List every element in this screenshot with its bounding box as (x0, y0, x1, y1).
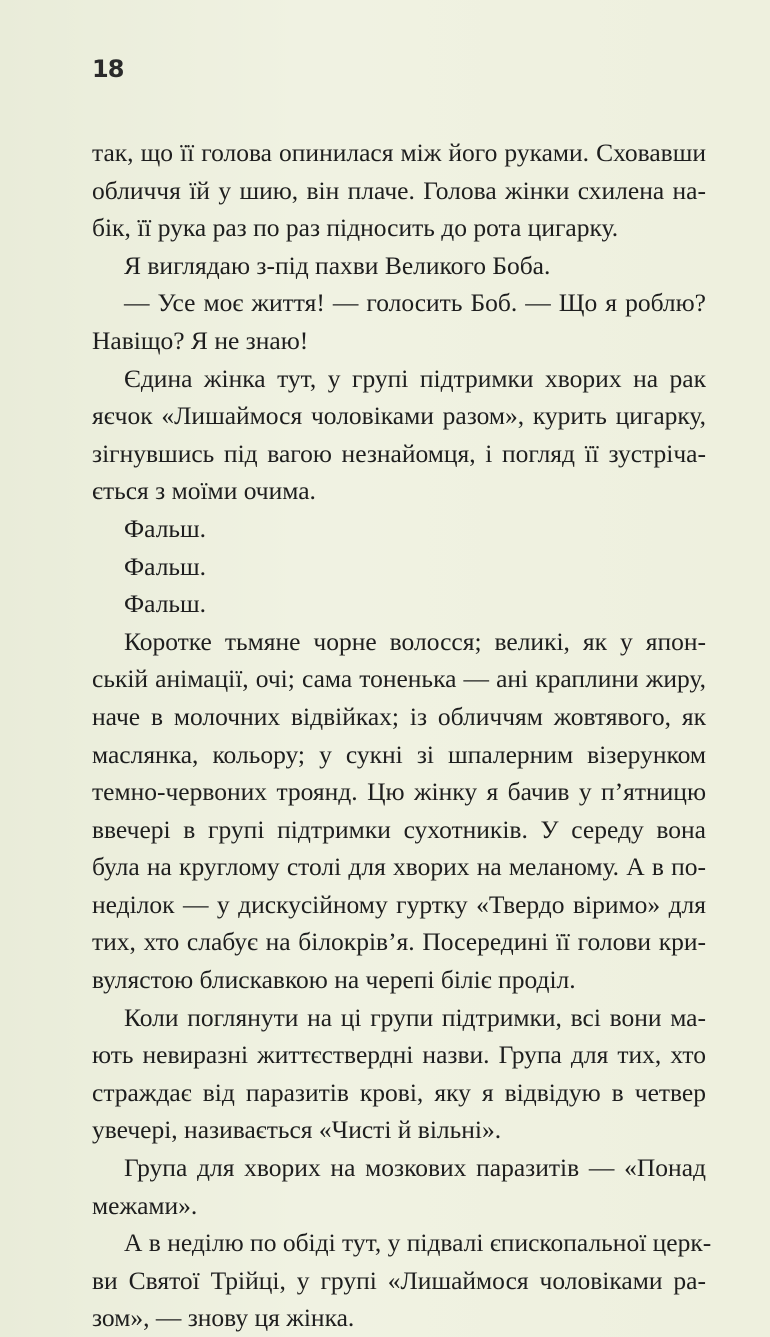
text-line: Фальш. (124, 551, 207, 581)
text-line: маслянка, кольору; у сукні зі шпалерним візерунком (92, 739, 706, 769)
text-line: обличчя їй у шию, він плаче. Голова жінки схилена на- (92, 175, 706, 205)
text-line: ється з моїми очима. (92, 476, 316, 506)
text-line: тих, хто слабує на білокрів’я. Посередині її голови кри- (92, 927, 706, 957)
text-line: зігнувшись під вагою незнайомця, і погляд її зустріча- (92, 438, 706, 468)
text-line: Фальш. (124, 589, 207, 619)
text-line: неділок — у дискусійному гуртку «Твердо віримо» для (92, 889, 706, 919)
text-line: темно-червоних троянд. Цю жінку я бачив у п’ятницю (92, 777, 706, 807)
text-line: ви Святої Трійці, у групі «Лишаймося чоловіками ра- (92, 1265, 706, 1295)
text-line: увечері, називається «Чисті й вільні». (92, 1115, 502, 1145)
text-line: вулястою блискавкою на черепі біліє проділ. (92, 965, 576, 995)
text-line: ють невиразні життєствердні назви. Група для тих, хто (92, 1040, 706, 1070)
text-line: яєчок «Лишаймося чоловіками разом», курить цигарку, (92, 401, 706, 431)
text-line: Коротке тьмяне чорне волосся; великі, як у япон- (124, 626, 706, 656)
text-line: зом», — знову ця жінка. (92, 1303, 355, 1333)
text-line: страждає від паразитів крові, яку я відвідую в четвер (92, 1077, 706, 1107)
text-line: А в неділю по обіді тут, у підвалі єпископальної церк- (124, 1228, 712, 1258)
text-line: — Усе моє життя! — голосить Боб. — Що я роблю? (124, 288, 706, 318)
text-line: Група для хворих на мозкових паразитів — «Понад (124, 1153, 706, 1183)
text-line: Єдина жінка тут, у групі підтримки хворих на рак (124, 363, 706, 393)
text-line: ській анімації, очі; сама тоненька — ані краплини жиру, (92, 664, 706, 694)
text-line: Фальш. (124, 513, 207, 543)
page-number: 18 (92, 55, 124, 83)
text-line: була на круглому столі для хворих на меланому. А в по- (92, 852, 706, 882)
text-line: так, що її голова опинилася між його руками. Сховавши (92, 138, 706, 167)
text-line: Навіщо? Я не знаю! (92, 325, 309, 355)
text-line: межами». (92, 1190, 198, 1220)
text-line: Коли поглянути на ці групи підтримки, всі вони ма- (124, 1002, 706, 1032)
text-line: ввечері в групі підтримки сухотників. У середу вона (92, 814, 706, 844)
body-text (92, 134, 712, 1337)
text-line: бік, її рука раз по раз підносить до рота цигарку. (92, 213, 619, 243)
text-line: наче в молочних відвійках; із обличчям жовтявого, як (92, 701, 706, 731)
text-line: Я виглядаю з-під пахви Великого Боба. (124, 250, 551, 280)
